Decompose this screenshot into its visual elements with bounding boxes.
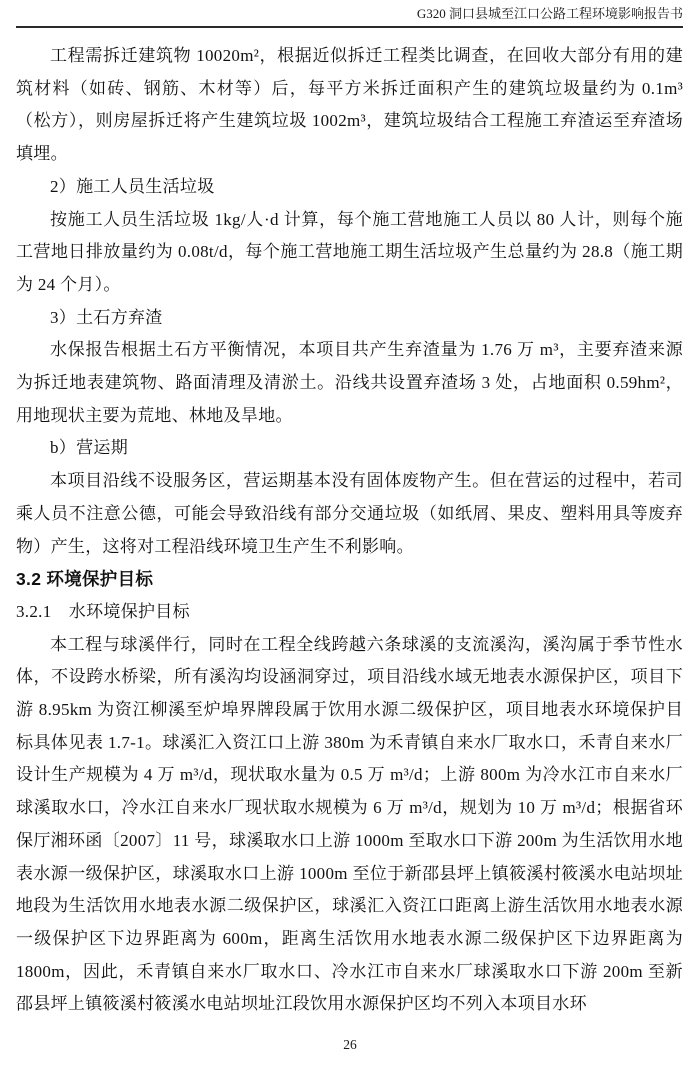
subsection-heading-water-environment-targets: 3.2.1 水环境保护目标 xyxy=(16,601,190,621)
page-header xyxy=(16,6,683,28)
page-footer xyxy=(0,1037,700,1053)
list-heading-worker-domestic-waste: 2）施工人员生活垃圾 xyxy=(50,176,215,196)
list-heading-operation-period: b）营运期 xyxy=(50,438,128,458)
header-title: G320 洞口县城至江口公路工程环境影响报告书 xyxy=(416,6,683,21)
paragraph-operation-period: 本项目沿线不设服务区，营运期基本没有固体废物产生。但在营运的过程中，若司乘人员不注意公德，可能会导致沿线有部分交通垃圾（如纸屑、果皮、塑料用具等废弃物）产生，这将对工程沿线环境卫生产生不利影响。 xyxy=(16,471,683,556)
paragraph-worker-domestic-waste: 按施工人员生活垃圾 1kg/人·d 计算，每个施工营地施工人员以 80 人计，则每个施工营地日排放量约为 0.08t/d，每个施工营地施工期生活垃圾产生总量约为 28.8（施工期为 24 个月）。 xyxy=(16,209,683,294)
paragraph-water-environment-targets: 本工程与球溪伴行，同时在工程全线跨越六条球溪的支流溪沟，溪沟属于季节性水体，不设跨水桥梁，所有溪沟均设涵洞穿过，项目沿线水域无地表水源保护区，项目下游 8.95km 为资江柳溪至炉埠界牌段属于饮用水源二级保护区，项目地表水环境保护目标具体见表 1.7-1。球溪汇入资江口上游 380m 为禾青镇自来水厂取水口，禾青自来水厂设计生产规模为 4 万 m³/d，现状取水量为 0.5 万 m³/d；上游 800m 为冷水江市自来水厂球溪取水口，冷水江自来水厂现状取水规模为 6 万 m³/d，规划为 10 万 m³/d；根据省环保厅湘环函〔2007〕11 号，球溪取水口上游 1000m 至取水口下游 200m 为生活饮用水地表水源一级保护区，球溪取水口上游 1000m 至位于新邵县坪上镇筱溪村筱溪水电站坝址地段为生活饮用水地表水源二级保护区，球溪汇入资江口距离上游生活饮用水地表水源一级保护区下边界距离为 600m，距离生活饮用水地表水源二级保护区下边界距离为 1800m，因此，禾青镇自来水厂取水口、冷水江市自来水厂球溪取水口下游 200m 至新邵县坪上镇筱溪村筱溪水电站坝址江段饮用水源保护区均不列入本项目水环 xyxy=(16,634,683,1014)
paragraph-earthwork-spoil: 水保报告根据土石方平衡情况，本项目共产生弃渣量为 1.76 万 m³，主要弃渣来源为拆迁地表建筑物、路面清理及清淤土。沿线共设置弃渣场 3 处，占地面积 0.59hm²，用地现状主要为荒地、林地及旱地。 xyxy=(16,340,683,425)
page-number: 26 xyxy=(343,1037,357,1052)
list-heading-earthwork-spoil: 3）土石方弃渣 xyxy=(50,307,163,327)
paragraph-demolition-waste: 工程需拆迁建筑物 10020m²，根据近似拆迁工程类比调查，在回收大部分有用的建筑材料（如砖、钢筋、木材等）后，每平方米拆迁面积产生的建筑垃圾量约为 0.1m³（松方），则房屋拆迁将产生建筑垃圾 1002m³，建筑垃圾结合工程施工弃渣运至弃渣场填埋。 xyxy=(16,46,683,164)
document-body xyxy=(16,40,683,1021)
section-heading-environmental-protection-targets: 3.2 环境保护目标 xyxy=(16,569,154,590)
